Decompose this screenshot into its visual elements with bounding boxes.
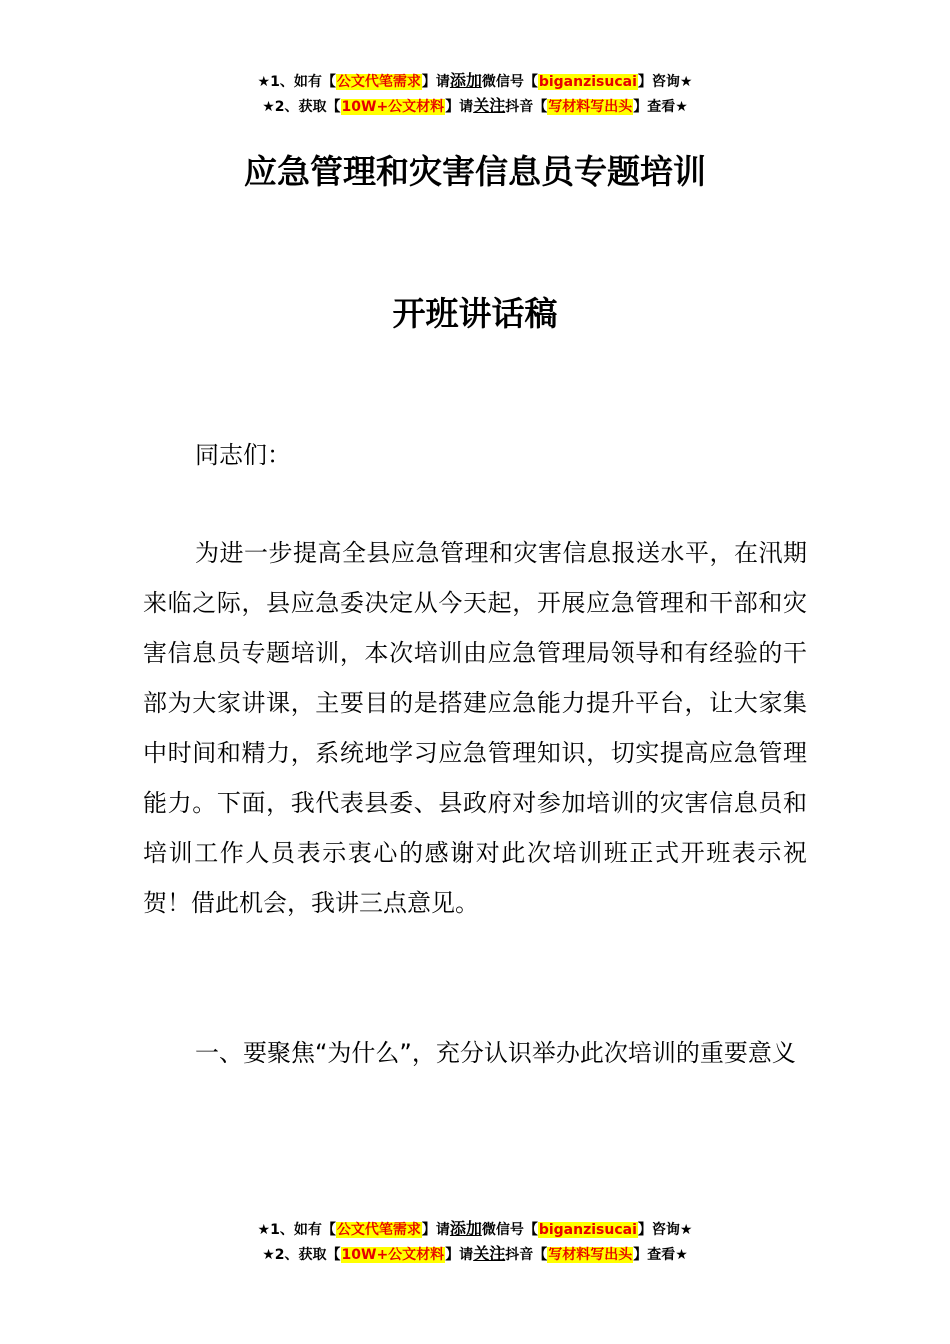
header-banner <box>0 69 950 119</box>
document-title: 应急管理和灾害信息员专题培训 <box>244 152 706 191</box>
banner-text: 】请 <box>445 1247 474 1263</box>
footer-banner <box>0 1217 950 1267</box>
banner-line-2 <box>0 1242 950 1267</box>
banner-text: 】咨询★ <box>637 74 693 90</box>
banner-text: 】查看★ <box>633 99 688 115</box>
banner-text: 微信号【 <box>481 1222 538 1238</box>
banner-line-1 <box>0 1217 950 1242</box>
banner-line-2 <box>0 94 950 119</box>
banner-text: 抖音【 <box>505 99 548 115</box>
banner-text: 】请 <box>421 1222 450 1238</box>
banner-text: ★1、如有【 <box>257 74 336 90</box>
banner-highlight: biganzisucai <box>538 74 637 90</box>
banner-underline: 添加 <box>449 1219 482 1238</box>
banner-text: 】查看★ <box>633 1247 688 1263</box>
banner-underline: 关注 <box>473 96 506 115</box>
banner-line-1 <box>0 69 950 94</box>
banner-highlight: 10W+公文材料 <box>341 99 445 115</box>
banner-highlight: 公文代笔需求 <box>336 74 421 90</box>
banner-highlight: 写材料写出头 <box>548 99 633 115</box>
banner-text: 抖音【 <box>505 1247 548 1263</box>
banner-text: 】请 <box>445 99 474 115</box>
section-heading: 一、要聚焦“为什么”，充分认识举办此次培训的重要意义 <box>195 1039 796 1067</box>
banner-underline: 添加 <box>449 71 482 90</box>
banner-text: 微信号【 <box>481 74 538 90</box>
banner-text: 】咨询★ <box>637 1222 693 1238</box>
banner-underline: 关注 <box>473 1244 506 1263</box>
banner-highlight: 10W+公文材料 <box>341 1247 445 1263</box>
banner-text: 】请 <box>421 74 450 90</box>
banner-highlight: biganzisucai <box>538 1222 637 1238</box>
banner-text: ★1、如有【 <box>257 1222 336 1238</box>
banner-text: ★2、获取【 <box>262 1247 341 1263</box>
banner-text: ★2、获取【 <box>262 99 341 115</box>
body-paragraph: 为进一步提高全县应急管理和灾害信息报送水平，在汛期来临之际，县应急委决定从今天起，开展应急管理和干部和灾害信息员专题培训，本次培训由应急管理局领导和有经验的干部为大家讲课，主要目的是搭建应急能力提升平台，让大家集中时间和精力，系统地学习应急管理知识，切实提高应急管理能力。下面，我代表县委、县政府对参加培训的灾害信息员和培训工作人员表示衷心的感谢对此次培训班正式开班表示祝贺！借此机会，我讲三点意见。 <box>143 539 807 917</box>
banner-highlight: 写材料写出头 <box>548 1247 633 1263</box>
greeting: 同志们： <box>195 441 291 469</box>
banner-highlight: 公文代笔需求 <box>336 1222 421 1238</box>
document-title-line-2: 开班讲话稿 <box>392 294 558 333</box>
